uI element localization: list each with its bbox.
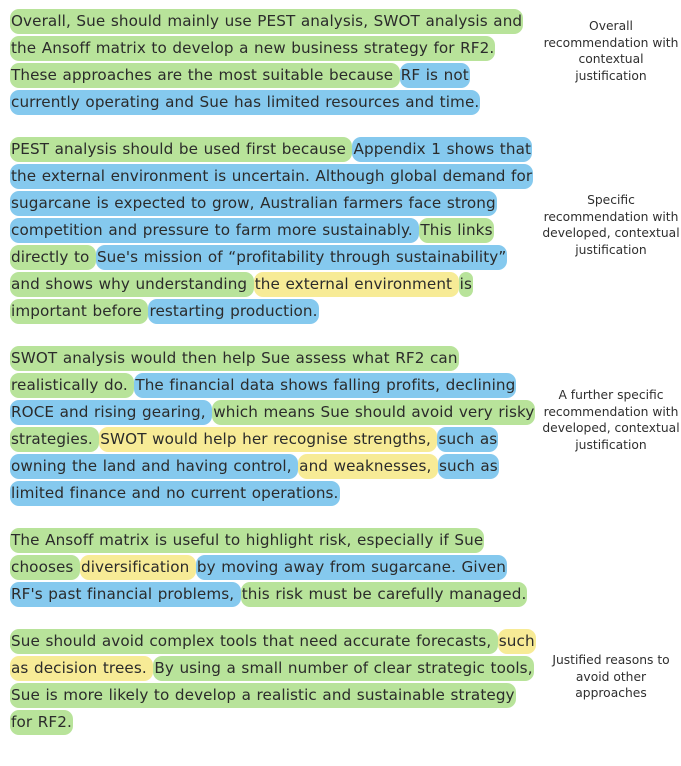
highlight-run-blue: such as limited finance and no current operations. [10, 454, 499, 506]
highlight-run-green: is important before [10, 272, 473, 324]
note-further-specific-recommendation: A further specific recommendation with developed, contextual justification [542, 388, 680, 452]
highlight-run-green: which means Sue should avoid very risky strategies. [10, 400, 535, 452]
highlight-run-green: this risk must be carefully managed. [241, 582, 528, 607]
highlight-run-green: Overall, Sue should mainly use PEST analysis, SWOT analysis and the Ansoff matrix to develop a new business strategy for RF2. These approaches are the most suitable because [10, 9, 523, 88]
paragraph-avoid-other-approaches [10, 628, 540, 736]
highlight-run-blue: by moving away from sugarcane. Given RF's past financial problems, [10, 555, 507, 607]
note-avoid-other-approaches: Justified reasons to avoid other approaches [552, 653, 670, 700]
highlight-run-yellow: the external environment [254, 272, 459, 297]
highlight-run-blue: restarting production. [148, 299, 318, 324]
highlight-run-green: PEST analysis should be used first because [10, 137, 352, 162]
highlight-run-green: and shows why understanding [10, 272, 254, 297]
highlight-run-yellow: diversification [80, 555, 196, 580]
paragraph-swot-analysis [10, 345, 540, 507]
margin-notes-column [541, 0, 681, 766]
note-specific-recommendation: Specific recommendation with developed, contextual justification [542, 193, 680, 257]
highlight-run-blue: Appendix 1 shows that the external environment is uncertain. Although global demand for sugarcane is expected to grow, Australian farmers face strong competition and pressure to farm more sustainably. [10, 137, 533, 243]
highlight-run-green: Sue should avoid complex tools that need accurate forecasts, [10, 629, 498, 654]
highlight-run-green: This links directly to [10, 218, 494, 270]
highlight-run-yellow: and weaknesses, [298, 454, 438, 479]
paragraph-overall-recommendation [10, 8, 540, 116]
note-overall-recommendation: Overall recommendation with contextual justification [543, 19, 679, 83]
highlight-run-yellow: SWOT would help her recognise strengths, [99, 427, 437, 452]
highlight-run-blue: Sue's mission of “profitability through sustainability” [96, 245, 507, 270]
highlight-run-green: By using a small number of clear strategic tools, Sue is more likely to develop a realistic and sustainable strategy for RF2. [10, 656, 534, 735]
highlight-run-yellow: such as decision trees. [10, 629, 536, 681]
highlight-run-blue: RF is not currently operating and Sue has limited resources and time. [10, 63, 480, 115]
highlight-run-blue: such as owning the land and having control, [10, 427, 498, 479]
paragraph-ansoff-matrix [10, 527, 540, 608]
highlight-run-green: SWOT analysis would then help Sue assess what RF2 can realistically do. [10, 346, 459, 398]
paragraph-pest-analysis [10, 136, 540, 325]
highlight-run-blue: The financial data shows falling profits, declining ROCE and rising gearing, [10, 373, 516, 425]
highlight-run-green: The Ansoff matrix is useful to highlight risk, especially if Sue chooses [10, 528, 484, 580]
